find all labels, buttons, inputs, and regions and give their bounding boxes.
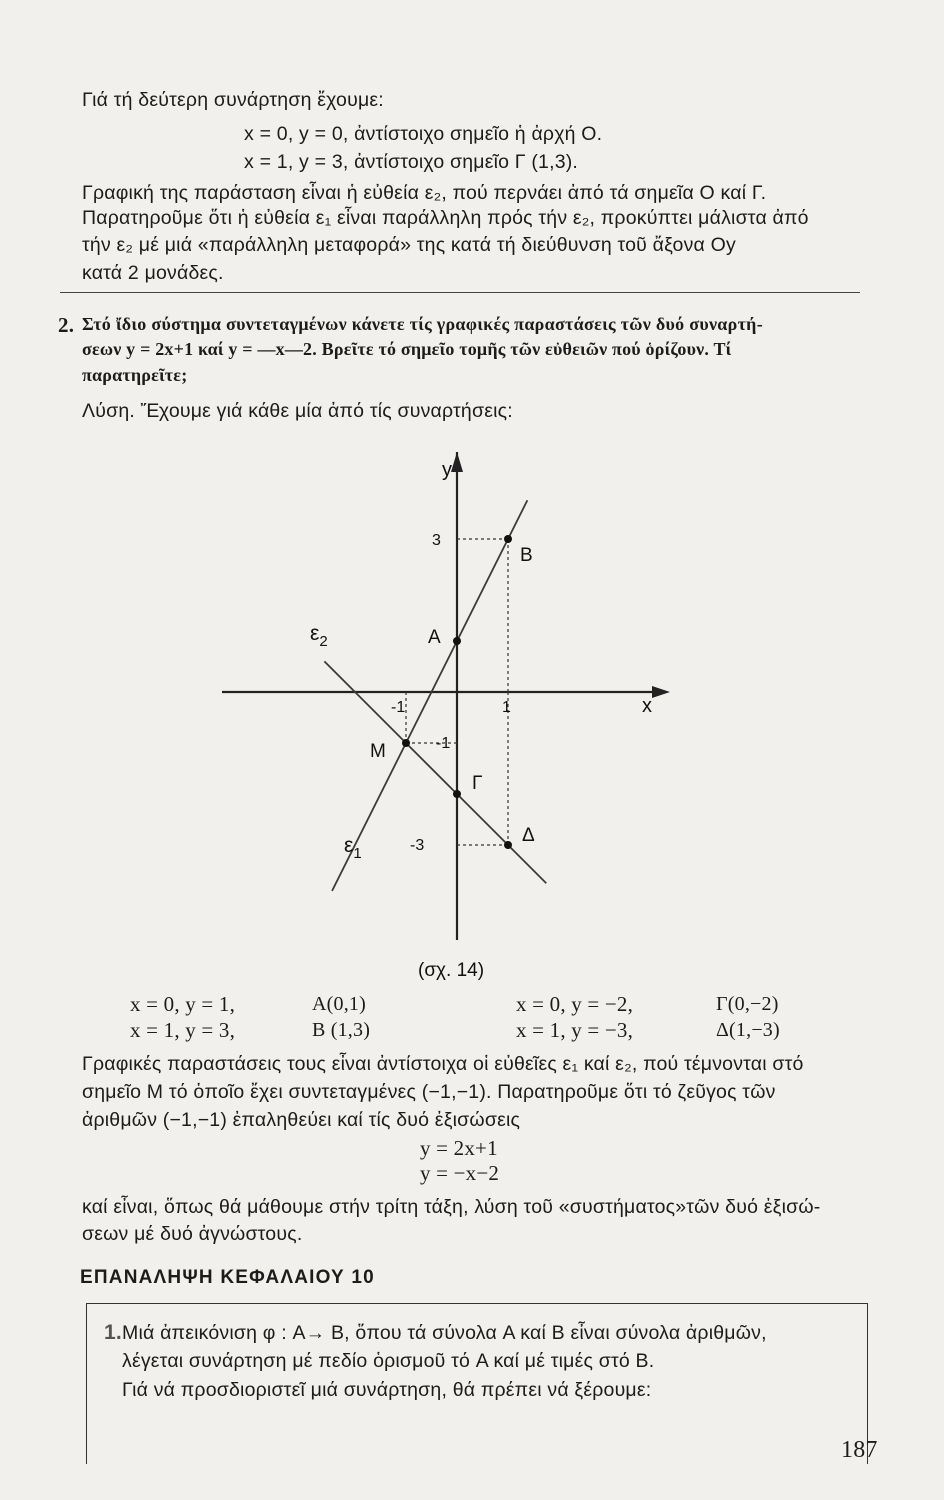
table-r2-c2: B (1,3)	[312, 1019, 371, 1041]
conclusion-paragraph-3: ἀριθμῶν (−1,−1) ἐπαληθεύει καί τίς δυό ἐξισώσεις	[82, 1109, 521, 1131]
solution-label: Λύση.	[82, 400, 135, 422]
table-r1-c2: A(0,1)	[312, 993, 366, 1015]
x-axis-label: x	[642, 695, 652, 717]
table-r1-c1: x = 0, y = 1,	[130, 992, 236, 1016]
intro-paragraph-2: Παρατηροῦμε ὅτι ἡ εὐθεία ε₁ εἶναι παράλληλη πρός τήν ε₂, προκύπτει μάλιστα ἀπό	[82, 207, 809, 229]
point-a	[453, 637, 461, 645]
summary-line-3: Γιά νά προσδιοριστεῖ μιά συνάρτηση, θά πρέπει νά ξέρουμε:	[122, 1379, 652, 1401]
x-axis-arrow-icon	[652, 686, 670, 698]
summary-line-1: Μιά ἀπεικόνιση φ : A→ B, ὅπου τά σύνολα A καί B εἶναι σύνολα ἀριθμῶν,	[122, 1322, 767, 1344]
y-axis-label: y	[442, 459, 452, 481]
summary-line-2: λέγεται συνάρτηση μέ πεδίο ὁρισμοῦ τό A καί μέ τιμές στό B.	[122, 1350, 655, 1372]
tick-label-minus-1-x: -1	[391, 699, 406, 716]
label-m: M	[370, 741, 386, 762]
intro-paragraph-4: κατά 2 μονάδες.	[82, 262, 224, 284]
intro-line-3: x = 1, y = 3, ἀντίστοιχο σημεῖο Γ (1,3).	[244, 151, 579, 173]
exercise-question-1: Στό ἴδιο σύστημα συντεταγμένων κάνετε τίς γραφικές παραστάσεις τῶν δυό συναρτή-	[82, 314, 763, 334]
exercise-question-2: σεων y = 2x+1 καί y = —x—2. Βρεῖτε τό σημεῖο τομῆς τῶν εὐθειῶν πού ὁρίζουν. Τί	[82, 339, 732, 359]
intro-paragraph-3: τήν ε₂ μέ μιά «παράλληλη μεταφορά» της κατά τή διεύθυνση τοῦ ἄξονα Οy	[82, 234, 736, 256]
conclusion-paragraph-1: Γραφικές παραστάσεις τους εἶναι ἀντίστοιχα οἱ εὐθεῖες ε₁ καί ε₂, πού τέμνονται στό	[82, 1053, 804, 1075]
label-a: A	[428, 627, 441, 648]
label-gamma: Γ	[472, 773, 483, 794]
table-r1-c4: Γ(0,−2)	[716, 993, 779, 1015]
section-heading: ΕΠΑΝΑΛΗΨΗ ΚΕΦΑΛΑΙΟΥ 10	[80, 1267, 375, 1288]
table-r2-c1: x = 1, y = 3,	[130, 1018, 236, 1042]
tick-label-1: 1	[502, 699, 511, 716]
equation-1: y = 2x+1	[420, 1136, 498, 1160]
equation-2: y = −x−2	[420, 1161, 500, 1185]
conclusion-paragraph-4: καί εἶναι, ὅπως θά μάθουμε στήν τρίτη τάξη, λύση τοῦ «συστήματος»τῶν δυό ἐξισώ-	[82, 1196, 821, 1218]
point-m	[402, 739, 410, 747]
section-divider	[60, 292, 860, 293]
point-gamma	[453, 790, 461, 798]
table-r2-c4: Δ(1,−3)	[716, 1019, 780, 1041]
label-e2: $\varepsilon_2$	[310, 622, 328, 650]
coordinate-graph	[200, 440, 700, 980]
table-r2-c3: x = 1, y = −3,	[516, 1018, 634, 1042]
summary-number: 1.	[104, 1321, 122, 1344]
label-delta: Δ	[522, 825, 535, 846]
figure-caption: (σχ. 14)	[418, 960, 485, 980]
intro-line-1: Γιά τή δεύτερη συνάρτηση ἔχουμε:	[82, 89, 384, 111]
line-e1	[332, 500, 527, 891]
exercise-question-3: παρατηρεῖτε;	[82, 365, 188, 385]
page-number: 187	[841, 1437, 878, 1463]
solution-line	[82, 398, 513, 424]
intro-paragraph-1: Γραφική της παράσταση εἶναι ἡ εὐθεία ε₂, πού περνάει ἀπό τά σημεῖα Ο καί Γ.	[82, 182, 767, 204]
conclusion-paragraph-5: σεων μέ δυό ἀγνώστους.	[82, 1223, 303, 1245]
label-b: B	[520, 545, 533, 566]
point-b	[504, 535, 512, 543]
tick-label-minus-1-y: -1	[436, 735, 451, 752]
y-axis-arrow-icon	[451, 452, 463, 472]
intro-line-2: x = 0, y = 0, ἀντίστοιχο σημεῖο ἡ ἀρχή Ο.	[244, 123, 603, 145]
table-r1-c3: x = 0, y = −2,	[516, 992, 634, 1016]
exercise-number: 2.	[58, 313, 75, 337]
conclusion-paragraph-2: σημεῖο Μ τό ὁποῖο ἔχει συντεταγμένες (−1,−1). Παρατηροῦμε ὅτι τό ζεῦγος τῶν	[82, 1081, 776, 1103]
solution-text: Ἔχουμε γιά κάθε μία ἀπό τίς συναρτήσεις:	[135, 400, 513, 422]
tick-label-3: 3	[432, 532, 441, 549]
point-delta	[504, 841, 512, 849]
label-e1: $\varepsilon_1$	[344, 834, 362, 862]
tick-label-minus-3: -3	[410, 837, 425, 854]
